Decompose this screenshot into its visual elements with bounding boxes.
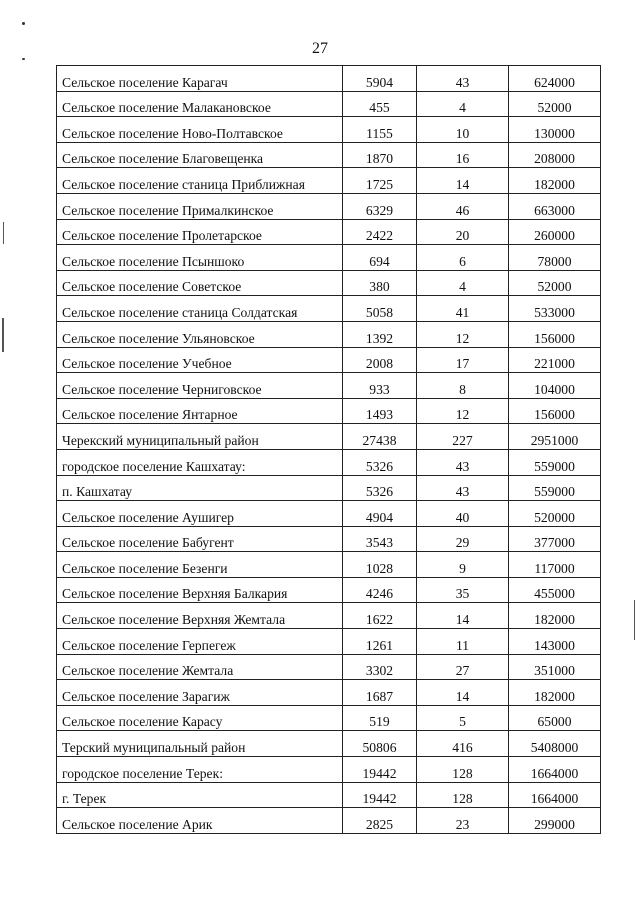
amount-cell: 559000 [509,449,601,475]
settlement-name-cell: Терский муниципальный район [57,731,343,757]
table-row [57,705,601,731]
population-cell: 1622 [343,603,417,629]
population-cell: 1725 [343,168,417,194]
amount-cell: 208000 [509,142,601,168]
count-cell: 41 [417,296,509,322]
amount-cell: 130000 [509,117,601,143]
settlement-name-cell: Сельское поселение Бабугент [57,526,343,552]
settlement-name-cell: Сельское поселение Ново-Полтавское [57,117,343,143]
table-row [57,757,601,783]
count-cell: 8 [417,373,509,399]
amount-cell: 117000 [509,552,601,578]
amount-cell: 182000 [509,680,601,706]
count-cell: 14 [417,168,509,194]
settlement-name-cell: городское поселение Кашхатау: [57,449,343,475]
settlement-name-cell: Сельское поселение Верхняя Жемтала [57,603,343,629]
population-cell: 1155 [343,117,417,143]
population-cell: 2008 [343,347,417,373]
settlement-name-cell: Сельское поселение Зарагиж [57,680,343,706]
table-row [57,680,601,706]
settlement-name-cell: Черекский муниципальный район [57,424,343,450]
population-cell: 933 [343,373,417,399]
table-row [57,373,601,399]
settlement-name-cell: Сельское поселение Верхняя Балкария [57,577,343,603]
table-row [57,117,601,143]
settlement-name-cell: Сельское поселение Карасу [57,705,343,731]
count-cell: 29 [417,526,509,552]
settlement-name-cell: Сельское поселение Советское [57,270,343,296]
settlement-name-cell: Сельское поселение Герпегеж [57,629,343,655]
scan-artifact-line [3,222,4,244]
amount-cell: 65000 [509,705,601,731]
count-cell: 40 [417,501,509,527]
population-cell: 19442 [343,757,417,783]
table-row [57,552,601,578]
count-cell: 227 [417,424,509,450]
population-cell: 2422 [343,219,417,245]
population-cell: 4904 [343,501,417,527]
table-row [57,168,601,194]
count-cell: 128 [417,757,509,783]
population-cell: 2825 [343,808,417,834]
amount-cell: 299000 [509,808,601,834]
settlement-name-cell: Сельское поселение Учебное [57,347,343,373]
settlement-name-cell: п. Кашхатау [57,475,343,501]
population-cell: 6329 [343,193,417,219]
count-cell: 14 [417,680,509,706]
table-body [57,66,601,834]
count-cell: 12 [417,398,509,424]
population-cell: 5326 [343,475,417,501]
count-cell: 43 [417,449,509,475]
count-cell: 43 [417,66,509,92]
amount-cell: 1664000 [509,757,601,783]
amount-cell: 559000 [509,475,601,501]
amount-cell: 156000 [509,321,601,347]
population-cell: 3302 [343,654,417,680]
table-row [57,782,601,808]
table-row [57,142,601,168]
population-cell: 1028 [343,552,417,578]
count-cell: 14 [417,603,509,629]
table-row [57,219,601,245]
settlement-name-cell: Сельское поселение Пролетарское [57,219,343,245]
settlements-table [56,65,601,834]
settlement-name-cell: Сельское поселение Черниговское [57,373,343,399]
table-row [57,270,601,296]
amount-cell: 533000 [509,296,601,322]
count-cell: 16 [417,142,509,168]
amount-cell: 260000 [509,219,601,245]
table-row [57,475,601,501]
count-cell: 35 [417,577,509,603]
count-cell: 4 [417,91,509,117]
settlement-name-cell: Сельское поселение Безенги [57,552,343,578]
scan-artifact-dot [22,58,25,60]
table-row [57,808,601,834]
count-cell: 6 [417,245,509,271]
population-cell: 1687 [343,680,417,706]
settlement-name-cell: Сельское поселение станица Приближная [57,168,343,194]
count-cell: 10 [417,117,509,143]
amount-cell: 5408000 [509,731,601,757]
table-row [57,731,601,757]
table-row [57,347,601,373]
count-cell: 4 [417,270,509,296]
settlement-name-cell: Сельское поселение Карагач [57,66,343,92]
population-cell: 1261 [343,629,417,655]
amount-cell: 663000 [509,193,601,219]
table-row [57,501,601,527]
amount-cell: 104000 [509,373,601,399]
amount-cell: 78000 [509,245,601,271]
page-number: 27 [312,40,328,57]
settlement-name-cell: городское поселение Терек: [57,757,343,783]
settlement-name-cell: Сельское поселение Янтарное [57,398,343,424]
population-cell: 3543 [343,526,417,552]
amount-cell: 52000 [509,91,601,117]
amount-cell: 182000 [509,603,601,629]
settlement-name-cell: Сельское поселение Аушигер [57,501,343,527]
settlement-name-cell: г. Терек [57,782,343,808]
amount-cell: 221000 [509,347,601,373]
population-cell: 5326 [343,449,417,475]
settlement-name-cell: Сельское поселение Жемтала [57,654,343,680]
count-cell: 416 [417,731,509,757]
settlement-name-cell: Сельское поселение Малакановское [57,91,343,117]
population-cell: 5904 [343,66,417,92]
count-cell: 46 [417,193,509,219]
table-row [57,245,601,271]
amount-cell: 377000 [509,526,601,552]
amount-cell: 1664000 [509,782,601,808]
population-cell: 4246 [343,577,417,603]
population-cell: 455 [343,91,417,117]
population-cell: 519 [343,705,417,731]
count-cell: 12 [417,321,509,347]
count-cell: 9 [417,552,509,578]
table-row [57,424,601,450]
table-row [57,398,601,424]
population-cell: 694 [343,245,417,271]
amount-cell: 624000 [509,66,601,92]
table-row [57,629,601,655]
table-row [57,66,601,92]
table-row [57,654,601,680]
table-row [57,577,601,603]
table-row [57,449,601,475]
table-row [57,321,601,347]
count-cell: 5 [417,705,509,731]
scan-artifact-line [634,600,635,640]
count-cell: 23 [417,808,509,834]
scan-artifact-dot [22,22,25,25]
amount-cell: 156000 [509,398,601,424]
table-row [57,193,601,219]
population-cell: 1493 [343,398,417,424]
settlement-name-cell: Сельское поселение Благовещенка [57,142,343,168]
scan-artifact-line [2,318,4,352]
population-cell: 1392 [343,321,417,347]
amount-cell: 182000 [509,168,601,194]
amount-cell: 520000 [509,501,601,527]
settlement-name-cell: Сельское поселение Арик [57,808,343,834]
population-cell: 50806 [343,731,417,757]
settlement-name-cell: Сельское поселение Ульяновское [57,321,343,347]
table-row [57,91,601,117]
amount-cell: 2951000 [509,424,601,450]
population-cell: 380 [343,270,417,296]
table-row [57,526,601,552]
settlement-name-cell: Сельское поселение Псыншоко [57,245,343,271]
count-cell: 128 [417,782,509,808]
amount-cell: 351000 [509,654,601,680]
population-cell: 5058 [343,296,417,322]
amount-cell: 143000 [509,629,601,655]
count-cell: 17 [417,347,509,373]
population-cell: 1870 [343,142,417,168]
population-cell: 27438 [343,424,417,450]
amount-cell: 455000 [509,577,601,603]
settlement-name-cell: Сельское поселение Прималкинское [57,193,343,219]
count-cell: 20 [417,219,509,245]
table-row [57,603,601,629]
amount-cell: 52000 [509,270,601,296]
count-cell: 11 [417,629,509,655]
settlement-name-cell: Сельское поселение станица Солдатская [57,296,343,322]
count-cell: 43 [417,475,509,501]
population-cell: 19442 [343,782,417,808]
table-row [57,296,601,322]
count-cell: 27 [417,654,509,680]
